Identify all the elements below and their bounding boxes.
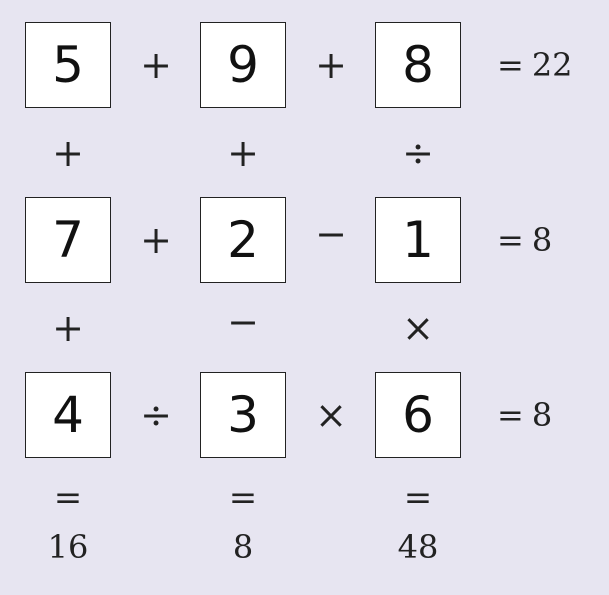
row-3-result: 8	[531, 396, 553, 434]
row-3-equals-sign: =	[497, 396, 524, 434]
op-r2-2: −	[315, 212, 347, 256]
cell-r1-c3[interactable]: 8	[375, 22, 461, 108]
op-r1-2: +	[315, 43, 347, 87]
row-3-equation	[497, 395, 552, 435]
cell-r2-c1[interactable]: 7	[25, 197, 111, 283]
cell-r1-c2[interactable]: 9	[200, 22, 286, 108]
col-1-result: 16	[47, 528, 89, 566]
row-2-equation	[497, 220, 552, 260]
cell-r3-c1[interactable]: 4	[25, 372, 111, 458]
col-op-2-c2: −	[227, 300, 259, 344]
op-r2-1: +	[140, 218, 172, 262]
col-1-equals-sign: =	[53, 478, 83, 518]
col-op-1-c2: +	[227, 131, 259, 175]
cell-r1-c1[interactable]: 5	[25, 22, 111, 108]
row-1-result: 22	[531, 46, 573, 84]
cell-r3-c2[interactable]: 3	[200, 372, 286, 458]
op-r3-1: ÷	[140, 393, 172, 437]
col-op-1-c3: ÷	[402, 131, 434, 175]
col-2-equals-sign: =	[228, 478, 258, 518]
row-1-equals-sign: =	[497, 46, 524, 84]
cell-r3-c3[interactable]: 6	[375, 372, 461, 458]
op-r3-2: ×	[315, 393, 347, 437]
row-2-result: 8	[531, 221, 553, 259]
col-3-result: 48	[397, 528, 439, 566]
op-r1-1: +	[140, 43, 172, 87]
col-op-2-c3: ×	[402, 306, 434, 350]
col-2-result: 8	[232, 528, 254, 566]
col-3-equals-sign: =	[403, 478, 433, 518]
row-1-equation	[497, 45, 573, 85]
cell-r2-c2[interactable]: 2	[200, 197, 286, 283]
cell-r2-c3[interactable]: 1	[375, 197, 461, 283]
col-op-2-c1: +	[52, 306, 84, 350]
col-op-1-c1: +	[52, 131, 84, 175]
row-2-equals-sign: =	[497, 221, 524, 259]
